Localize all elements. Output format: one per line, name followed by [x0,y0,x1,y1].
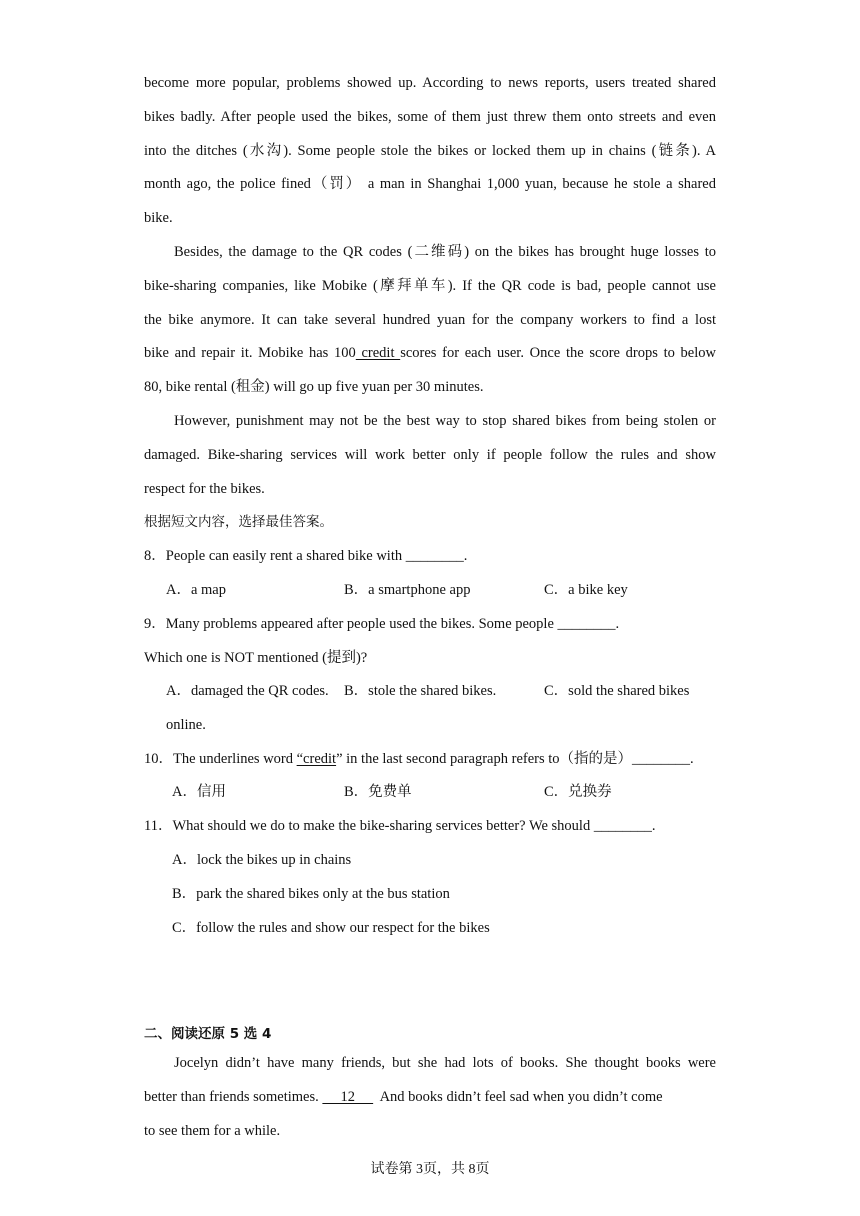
paragraph-3-line: However, punishment may not be the best way to stop shared bikes from being stolen or [174,413,716,429]
text-segment: ” in the last second paragraph refers to（指的是）________. [336,751,694,767]
text-segment: better than friends sometimes. [144,1089,323,1105]
section-2-line: to see them for a while. [144,1123,281,1139]
question-9-option-b[interactable]: B．stole the shared bikes. [344,683,497,699]
section-2-line: Jocelyn didn’t have many friends, but she had lots of books. She thought books were [174,1055,716,1071]
question-11-stem: 11．What should we do to make the bike-sharing services better? We should ________. [144,818,656,834]
question-8-option-c[interactable]: C．a bike key [544,582,628,598]
passage-line: become more popular, problems showed up. According to news reports, users treated shared [144,75,716,91]
question-9-option-c-continued: online. [166,717,206,733]
question-10-option-a[interactable]: A．信用 [172,784,226,800]
answer-blank-12[interactable]: 12 [322,1089,374,1105]
passage-line: bike. [144,210,173,226]
passage-line: bikes badly. After people used the bikes, some of them just threw them onto streets and even [144,109,716,125]
paragraph-3-line: respect for the bikes. [144,481,265,497]
paragraph-2-line: the bike anymore. It can take several hundred yuan for the company workers to find a lost [144,312,716,328]
underlined-word-credit: “credit [296,751,337,767]
instruction-text: 根据短文内容，选择最佳答案。 [144,514,333,530]
question-10-option-b[interactable]: B．免费单 [344,784,412,800]
question-10-option-c[interactable]: C．兑换券 [544,784,612,800]
text-segment: bike and repair it. Mobike has 100 [144,345,356,361]
paragraph-2-line: bike-sharing companies, like Mobike (摩拜单车). If the QR code is bad, people cannot use [144,278,716,294]
question-8-stem: 8．People can easily rent a shared bike with ________. [144,548,468,564]
passage-line: month ago, the police fined（罚） a man in Shanghai 1,000 yuan, because he stole a shared [144,176,716,192]
question-10-stem [144,749,716,769]
passage-line: into the ditches (水沟). Some people stole the bikes or locked them up in chains (链条). A [144,143,716,159]
question-11-option-b[interactable]: B．park the shared bikes only at the bus station [172,886,450,902]
question-8-option-a[interactable]: A．a map [166,582,226,598]
question-9-stem-2: Which one is NOT mentioned (提到)? [144,650,368,666]
question-8-option-b[interactable]: B．a smartphone app [344,582,471,598]
paragraph-3-line: damaged. Bike-sharing services will work better only if people follow the rules and show [144,447,716,463]
paragraph-2-line: 80, bike rental (租金) will go up five yuan per 30 minutes. [144,379,484,395]
question-9-option-c[interactable]: C．sold the shared bikes [544,683,690,699]
question-9-option-a[interactable]: A．damaged the QR codes. [166,683,329,699]
text-segment: scores for each user. Once the score drops to below [400,345,716,361]
question-11-option-a[interactable]: A．lock the bikes up in chains [172,852,352,868]
section-2-heading: 二、阅读还原 5 选 4 [144,1026,272,1042]
paragraph-2-line: Besides, the damage to the QR codes (二维码) on the bikes has brought huge losses to [174,244,716,260]
text-segment: 10．The underlines word [144,751,297,767]
question-11-option-c[interactable]: C．follow the rules and show our respect for the bikes [172,920,490,936]
page-footer: 试卷第 3页，共 8页 [370,1162,490,1177]
underlined-word-credit: credit [355,345,401,361]
section-2-line [144,1087,716,1107]
paragraph-2-line [144,343,716,363]
text-segment: And books didn’t feel sad when you didn’t come [373,1089,663,1105]
question-9-stem: 9．Many problems appeared after people used the bikes. Some people ________. [144,616,620,632]
